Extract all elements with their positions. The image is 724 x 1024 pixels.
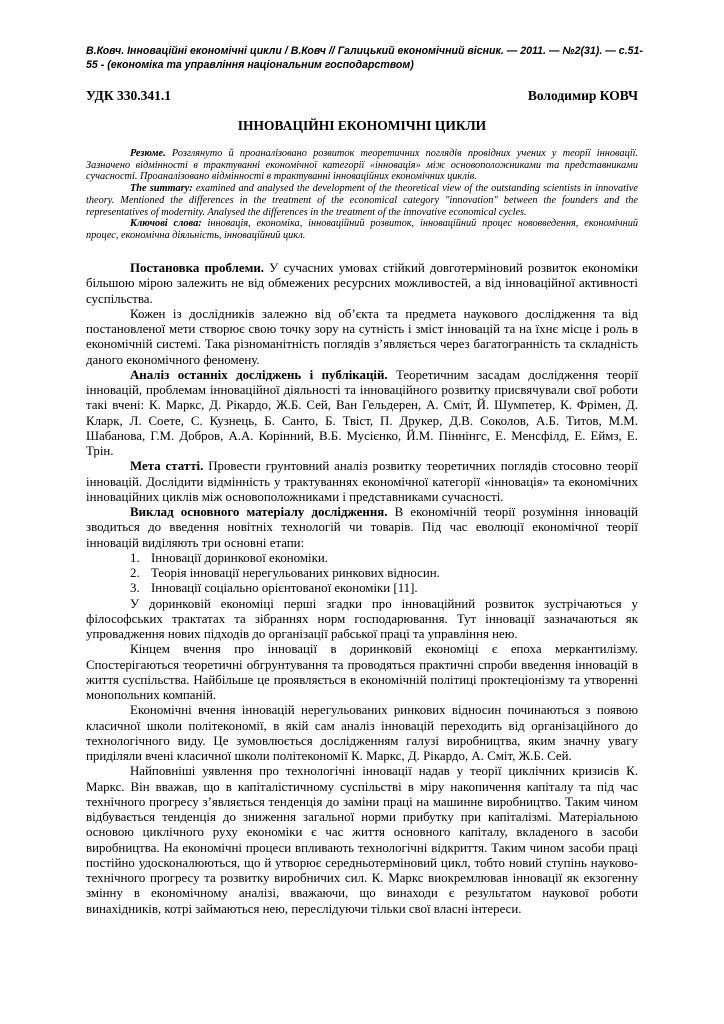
- aim-heading: Мета статті.: [130, 459, 204, 474]
- main-material-text: В економічній теорії розуміння інновацій зводиться до введення новітніх технологій чи товарів. Під час еволюції економічної теорії інновацій виділяють три основні етапи:: [86, 505, 638, 550]
- paragraph-researchers-view: Кожен із дослідників залежно від об’єкта та предмета наукового дослідження та від постановленої мети створює свою точку зору на сутність і зміст інновацій та на їхнє місце і роль в економічній системі. Така різноманітність поглядів з’являється через багатогранність та складність даного економічного феномену.: [86, 306, 638, 367]
- problem-heading: Постановка проблеми.: [130, 261, 265, 275]
- abstract-en-label: The summary:: [130, 183, 193, 195]
- stages-list: [86, 551, 638, 597]
- paragraph-problem: [86, 261, 638, 307]
- author-name: Володимир КОВЧ: [527, 88, 638, 103]
- keywords-text: інновація, економіка, інноваційний розвиток, інноваційний процес нововведення, економічний процес, економічна діяльність, інноваційний цикл.: [86, 218, 638, 241]
- citation-header: В.Ковч. Інноваційні економічні цикли / В.Ковч // Галицький економічний вісник. — 2011. — №2(31). — с.51-55 - (економіка та управління національним господарством): [86, 45, 643, 71]
- abstract-en-text: examined and analysed the development of the theoretical view of the outstanding scientists in innovative theory. Mentioned the differences in the treatment of the economical category "innovation" between the founders and the representatives of modernity. Analysed the differences in the treatment of the innovative economical cycles.: [86, 183, 638, 218]
- list-item: [86, 551, 638, 566]
- aim-text: Провести грунтовний аналіз розвитку теоретичних поглядів стосовно теорії інновацій. Дослідити відмінність у трактуваннях економічної категорії «інновація» та економічних інноваційних циклів між основоположниками і представниками сучасності.: [86, 459, 638, 504]
- paragraph-marx: Найповніші уявлення про технологічні інновації надав у теорії циклічних кризисів К. Маркс. Він вважав, що в капіталістичному суспільстві в міру накопичення капіталу та під час технічного прогресу з’являється тенденція до заміни праці на машинне виробництво. Таким чином відбувається тенденція до зниження загальної норми прибутку при капіталізмі. Матеріальною основою циклічного руху економіки є час життя основного капіталу, вкладеного в засоби виробництва. На економічні процеси впливають технологічні відкриття. Таким чином засоби праці постійно удосконалюються, що й утворює середньотерміновий цикл, тобто новий ступінь науково-технічного прогресу та розвитку виробничих сил. К. Маркс виокремлював інновації як екзогенну змінну в економічному аналізі, вважаючи, що винаходи є результатом наукової роботи винахідників, котрі займаються нею, переслідуючи тільки свої власні інтереси.: [86, 764, 638, 916]
- keywords: [86, 218, 638, 241]
- abstract-block: [86, 148, 638, 242]
- literature-heading: Аналіз останніх досліджень і публікацій.: [130, 367, 388, 382]
- udk-code: УДК 330.341.1: [86, 88, 171, 103]
- list-item-text: Теорія інновації нерегульованих ринкових відносин.: [151, 566, 440, 580]
- list-item: [86, 566, 638, 581]
- literature-text: Теоретичним засадам дослідження теорії інновацій, проблемам інноваційної діяльності та інноваційного розвитку присвячували свої роботи такі вчені: К. Маркс, Д. Рікардо, Ж.Б. Сей, Ван Гельдерен, А. Сміт, Й. Шумпетер, К. Фрімен, Д. Кларк, Л. Соете, С. Кузнець, Б. Санто, Б. Твіст, П. Друкер, Д.В. Соколов, А.Б. Титов, М.М. Шабанова, Г.М. Добров, А.А. Корінний, В.Б. Мусієнко, Й.М. Піннінгс, Е. Менсфілд, Е. Еймз, Е. Трін.: [86, 367, 638, 458]
- problem-text: У сучасних умовах стійкий довготерміновий розвиток економіки більшою мірою залежить не від обмежених ресурсних можливостей, а від інноваційної активності суспільства.: [86, 261, 638, 306]
- paragraph-literature: [86, 368, 638, 460]
- article-body: [86, 261, 638, 917]
- abstract-ua-label: Резюме.: [130, 148, 166, 159]
- paragraph-pre-market: У доринковій економіці перші згадки про інноваційний розвиток зустрічаються у філософських трактатах та зібраннях норм господарювання. Тут інновації зазначаються як упровадження нових підходів до організації рабської праці та управління нею.: [86, 596, 638, 641]
- abstract-ua-text: Розглянуто й проаналізовано розвиток теоретичних поглядів провідних учених у теорії інновації. Зазначено відмінності в трактуванні економічної категорії «інновація» між основоположниками та представниками сучасності. Проаналізовано відмінності в трактуванні інноваційних економічних циклів.: [86, 148, 639, 183]
- list-item-number: 3.: [130, 581, 140, 596]
- list-item: [86, 581, 638, 596]
- abstract-english: [86, 183, 638, 218]
- paragraph-mercantilism: Кінцем вчення про інновації в доринковій економіці є епоха меркантилізму. Спостерігаються теоретичні обгрунтування та проводяться практичні спроби введення інновацій в життя суспільства. Найбільше це проявляється в економічній політиці проктеціонізму та утворенні монопольних компаній.: [86, 642, 638, 702]
- paragraph-classical-school: Економічні вчення інновацій нерегульованих ринкових відносин починаються з появою класичної школи політекономії, в якій сам аналіз інновацій переходить від організаційного до технологічного виду. Це зумовлюється дослідженням галузі виробництва, яким значну увагу приділяли вчені класичної школи політекономії К. Маркс, Д. Рікардо, А. Сміт, Ж.Б. Сей.: [86, 703, 638, 763]
- list-item-text: Інновації доринкової економіки.: [151, 550, 328, 565]
- paragraph-aim: [86, 459, 638, 505]
- list-item-number: 1.: [130, 550, 140, 565]
- keywords-label: Ключові слова:: [130, 218, 202, 230]
- list-item-number: 2.: [130, 566, 140, 580]
- udk-author-row: [86, 88, 638, 104]
- main-material-heading: Виклад основного матеріалу дослідження.: [130, 505, 388, 519]
- list-item-text: Інновації соціально орієнтованої економіки [11].: [151, 581, 418, 596]
- paragraph-main-material: [86, 505, 638, 551]
- abstract-ukrainian: [86, 148, 638, 183]
- article-title: ІННОВАЦІЙНІ ЕКОНОМІЧНІ ЦИКЛИ: [237, 118, 487, 133]
